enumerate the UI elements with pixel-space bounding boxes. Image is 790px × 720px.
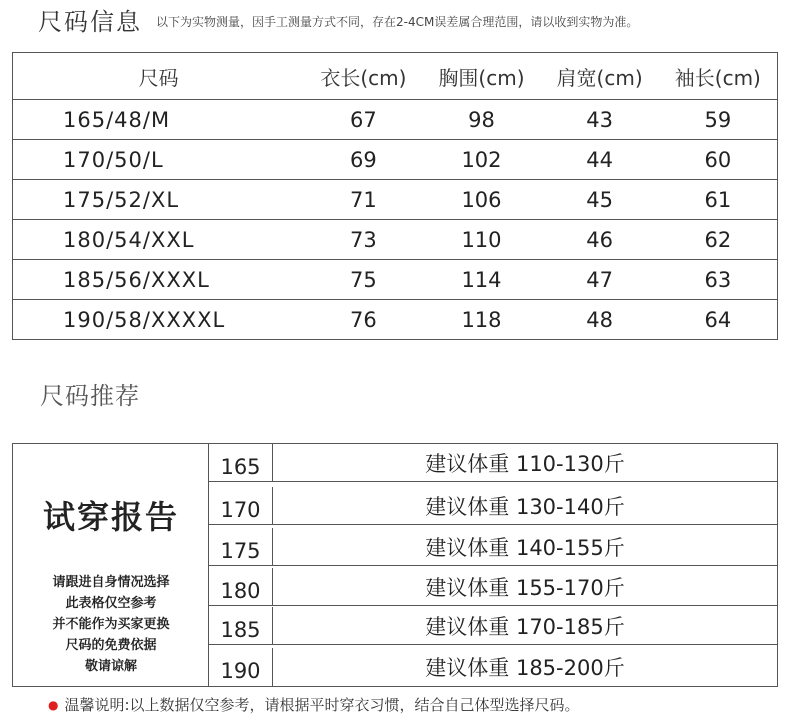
chest-cell: 98 (422, 100, 540, 140)
weight-cell: 建议体重 155-170斤 (425, 576, 625, 600)
height-cell: 165 (209, 444, 273, 481)
size-cell: 185/56/XXXL (13, 260, 305, 300)
height-cell: 190 (209, 648, 273, 686)
fit-report-table (12, 443, 778, 687)
table-row (13, 100, 778, 140)
size-cell: 190/58/XXXXL (63, 307, 226, 332)
shoulder-cell: 43 (541, 100, 659, 140)
size-cell: 170/50/L (13, 140, 305, 180)
table-row (13, 260, 778, 300)
weight-cell: 建议体重 185-200斤 (425, 656, 625, 680)
sleeve-cell: 63 (659, 260, 778, 300)
chest-cell: 102 (422, 140, 540, 180)
recommend-row (209, 648, 777, 686)
disclaimer-line: 尺码的免费依据 (65, 638, 157, 653)
length-cell: 76 (350, 307, 377, 332)
sleeve-cell: 60 (659, 140, 778, 180)
shoulder-cell: 45 (541, 180, 659, 220)
shoulder-cell: 47 (541, 260, 659, 300)
height-cell: 170 (209, 487, 273, 524)
weight-cell: 建议体重 130-140斤 (425, 495, 625, 519)
sleeve-cell: 59 (659, 100, 778, 140)
length-cell: 69 (304, 140, 422, 180)
recommend-row (209, 444, 777, 482)
recommend-row (209, 607, 777, 645)
column-header: 袖长(cm) (659, 53, 778, 100)
size-info-header (38, 4, 638, 34)
fit-report-disclaimer (13, 572, 209, 677)
sleeve-cell: 61 (659, 180, 778, 220)
recommend-row (209, 487, 777, 525)
size-cell: 180/54/XXL (13, 220, 305, 260)
length-cell: 67 (304, 100, 422, 140)
disclaimer-line: 并不能作为买家更换 (52, 617, 170, 632)
size-recommend-title: 尺码推荐 (40, 382, 140, 410)
weight-cell: 建议体重 140-155斤 (425, 536, 625, 560)
sleeve-cell: 64 (704, 307, 732, 332)
table-row (13, 180, 778, 220)
chest-cell: 106 (422, 180, 540, 220)
footer-tip-text: 温馨说明:以上数据仅空参考，请根据平时穿衣习惯，结合自己体型选择尺码。 (64, 696, 580, 714)
length-cell: 75 (304, 260, 422, 300)
footer-tip (48, 694, 580, 715)
column-header: 衣长(cm) (304, 53, 422, 100)
height-cell: 180 (209, 568, 273, 605)
shoulder-cell: 48 (586, 307, 613, 332)
length-cell: 73 (304, 220, 422, 260)
recommend-row (209, 528, 777, 566)
shoulder-cell: 46 (541, 220, 659, 260)
size-cell: 175/52/XL (13, 180, 305, 220)
length-cell: 71 (304, 180, 422, 220)
disclaimer-line: 请跟进自身情况选择 (52, 575, 170, 590)
weight-cell: 建议体重 170-185斤 (425, 615, 625, 639)
disclaimer-line: 敬请谅解 (84, 659, 137, 674)
weight-cell: 建议体重 110-130斤 (425, 452, 625, 476)
bullet-icon: ● (48, 698, 59, 712)
page-title: 尺码信息 (38, 7, 142, 36)
shoulder-cell: 44 (541, 140, 659, 180)
disclaimer-line: 此表格仅空参考 (65, 596, 157, 611)
size-chart-table (12, 52, 778, 340)
size-cell: 165/48/M (13, 100, 305, 140)
column-header: 胸围(cm) (422, 53, 540, 100)
height-cell: 185 (209, 607, 273, 644)
table-row (13, 220, 778, 260)
fit-report-panel (13, 444, 209, 686)
column-header: 尺码 (13, 53, 305, 100)
chest-cell: 110 (422, 220, 540, 260)
height-cell: 175 (209, 528, 273, 565)
table-row (13, 300, 778, 340)
fit-report-title: 试穿报告 (42, 498, 179, 536)
measurement-note: 以下为实物测量，因手工测量方式不同，存在2-4CM误差属合理范围，请以收到实物为准。 (156, 15, 639, 29)
table-header-row (13, 53, 778, 100)
chest-cell: 114 (422, 260, 540, 300)
sleeve-cell: 62 (659, 220, 778, 260)
chest-cell: 118 (461, 307, 502, 332)
column-header: 肩宽(cm) (541, 53, 659, 100)
table-row (13, 140, 778, 180)
recommend-row (209, 568, 777, 606)
